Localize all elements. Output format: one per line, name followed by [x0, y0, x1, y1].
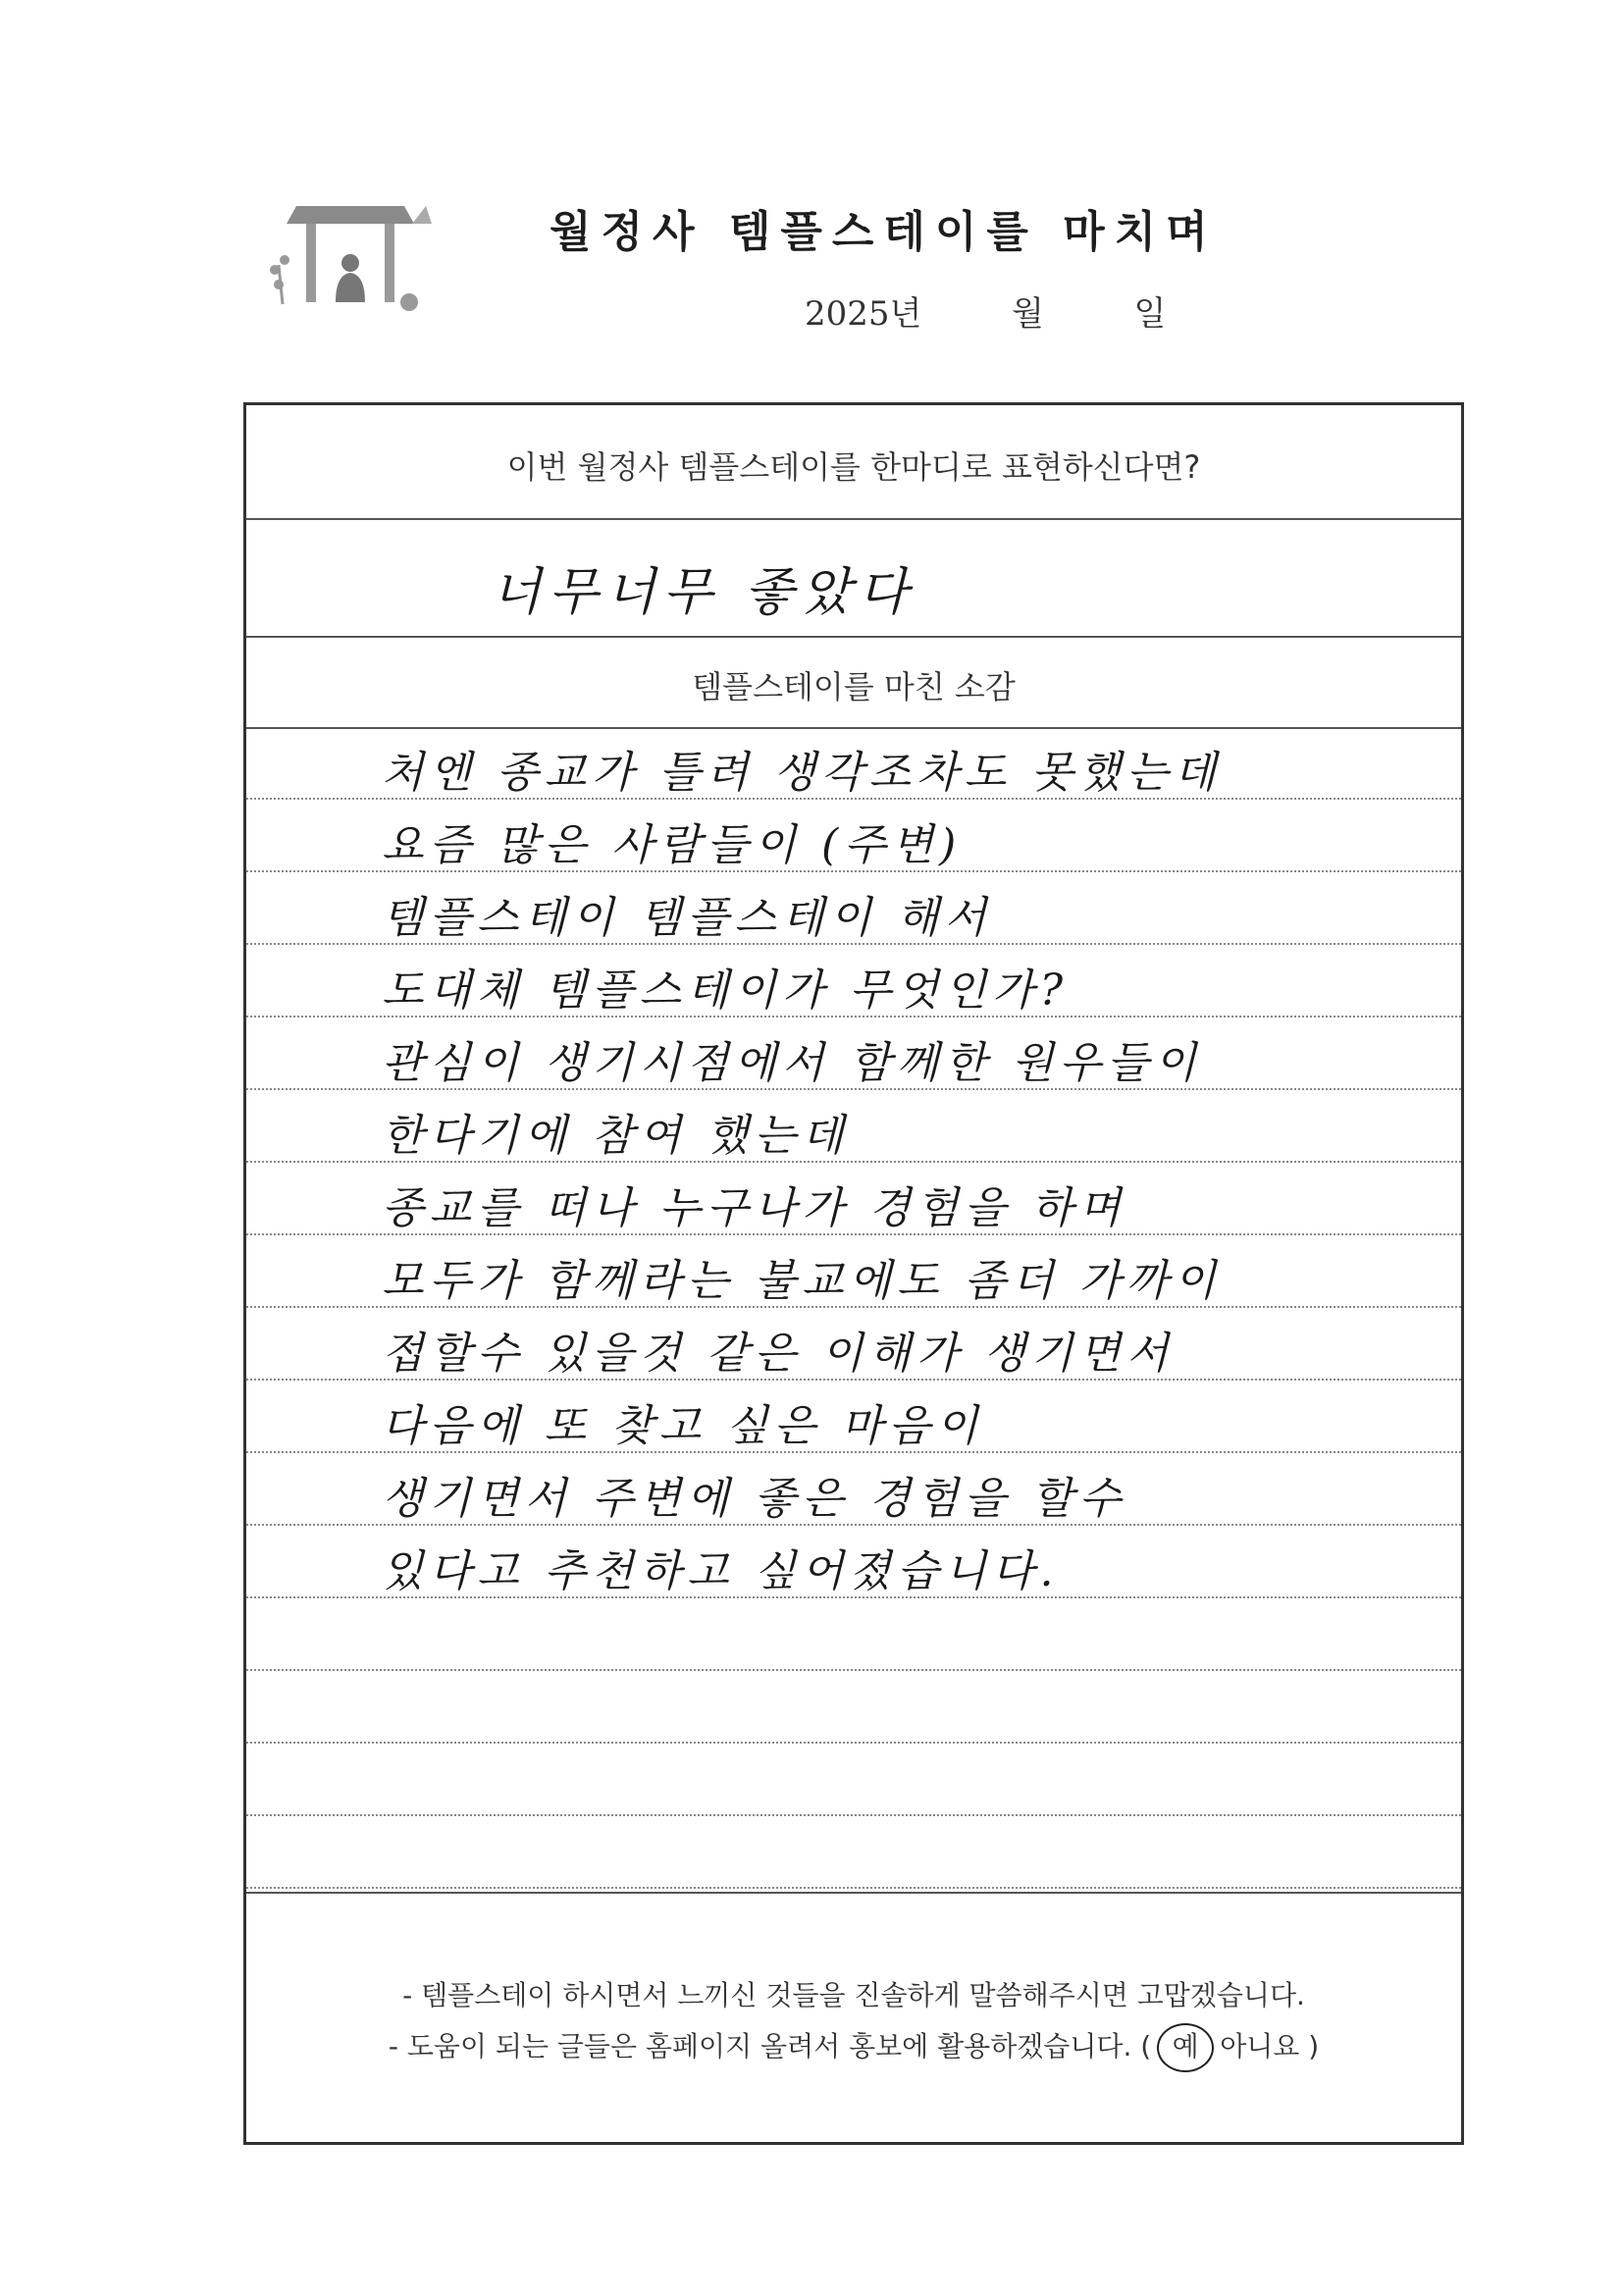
- handwritten-line: 접할수 있을것 같은 이해가 생기면서: [382, 1329, 1175, 1379]
- divider: [246, 727, 1461, 729]
- ruled-line: [246, 1669, 1461, 1671]
- ruled-line: [246, 1814, 1461, 1816]
- footer-note-two: [246, 2021, 1461, 2072]
- temple-buddha-logo-icon: [257, 186, 434, 324]
- footer-notes: [246, 1970, 1461, 2072]
- question-two: 템플스테이를 마친 소감: [692, 668, 1016, 705]
- handwritten-line: 다음에 또 찾고 싶은 마음이: [382, 1401, 984, 1451]
- date-day: 일: [1133, 294, 1167, 334]
- option-yes-circled: 예: [1157, 2023, 1214, 2072]
- answer-one-handwriting: 너무너무 좋았다: [492, 563, 916, 622]
- footer-note-two-text: - 도움이 되는 글들은 홈페이지 올려서 홍보에 활용하겠습니다. (: [388, 2030, 1152, 2062]
- handwritten-line: 관심이 생기시점에서 함께한 원우들이: [382, 1038, 1203, 1088]
- divider: [246, 518, 1461, 520]
- divider: [246, 1892, 1461, 1894]
- ruled-line: [246, 1742, 1461, 1744]
- handwritten-line: 도대체 템플스테이가 무엇인가?: [382, 965, 1070, 1016]
- handwritten-line: 템플스테이 템플스테이 해서: [382, 893, 993, 943]
- handwritten-line: 종교를 떠나 누구나가 경험을 하며: [382, 1183, 1126, 1233]
- form-title: 월정사 템플스테이를 마치며: [550, 207, 1218, 257]
- date-month: 월: [1012, 294, 1044, 334]
- question-one: 이번 월정사 템플스테이를 한마디로 표현하신다면?: [506, 448, 1201, 486]
- date-year: 2025년: [805, 294, 922, 334]
- date-line: [805, 287, 1197, 335]
- handwritten-line: 처엔 종교가 틀려 생각조차도 못했는데: [382, 748, 1223, 798]
- divider: [246, 636, 1461, 638]
- ruled-line: [246, 1887, 1461, 1889]
- footer-note-one: - 템플스테이 하시면서 느끼신 것들을 진솔하게 말씀해주시면 고맙겠습니다.: [402, 1979, 1305, 2011]
- handwritten-line: 한다기에 참여 했는데: [382, 1111, 850, 1161]
- form-frame: [243, 402, 1464, 2145]
- option-no: 아니요 ): [1220, 2030, 1320, 2062]
- handwritten-line: 생기면서 주변에 좋은 경험을 할수: [382, 1474, 1126, 1524]
- handwritten-line: 있다고 추천하고 싶어졌습니다.: [382, 1546, 1060, 1596]
- handwritten-line: 요즘 많은 사람들이 (주변): [382, 820, 963, 870]
- handwritten-line: 모두가 함께라는 불교에도 좀더 가까이: [382, 1256, 1223, 1306]
